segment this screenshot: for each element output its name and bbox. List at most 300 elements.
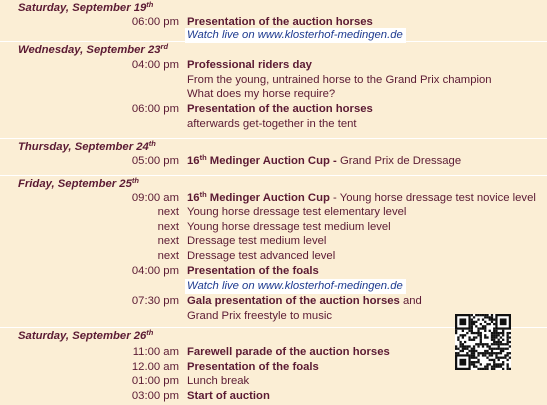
qr-module bbox=[459, 345, 461, 347]
qr-module bbox=[459, 343, 461, 345]
schedule-row bbox=[0, 235, 547, 250]
qr-module bbox=[480, 339, 482, 341]
qr-module bbox=[462, 345, 464, 347]
qr-module bbox=[457, 336, 459, 338]
qr-finder-center bbox=[459, 318, 466, 325]
qr-module bbox=[471, 318, 473, 320]
qr-module bbox=[462, 336, 464, 338]
qr-module bbox=[473, 321, 475, 323]
day-heading bbox=[18, 2, 153, 14]
qr-module bbox=[468, 330, 470, 332]
qr-module bbox=[486, 366, 488, 368]
qr-module bbox=[489, 318, 491, 320]
qr-module bbox=[471, 357, 473, 359]
event-time: next bbox=[157, 206, 179, 218]
qr-module bbox=[509, 345, 511, 347]
event-title: Presentation of the foals bbox=[187, 361, 319, 373]
qr-module bbox=[484, 343, 486, 345]
qr-module bbox=[507, 339, 509, 341]
qr-module bbox=[495, 330, 497, 332]
qr-module bbox=[493, 348, 495, 350]
qr-module bbox=[482, 318, 484, 320]
qr-module bbox=[471, 314, 473, 316]
qr-module bbox=[480, 327, 482, 329]
qr-module bbox=[473, 361, 475, 363]
qr-module bbox=[471, 330, 473, 332]
qr-module bbox=[473, 352, 475, 354]
qr-module bbox=[489, 316, 491, 318]
qr-module bbox=[455, 352, 457, 354]
qr-module bbox=[477, 332, 479, 334]
event-time: 06:00 pm bbox=[131, 103, 179, 115]
qr-module bbox=[493, 343, 495, 345]
qr-module bbox=[486, 363, 488, 365]
qr-module bbox=[500, 366, 502, 368]
qr-module bbox=[477, 354, 479, 356]
qr-module bbox=[500, 357, 502, 359]
qr-module bbox=[491, 321, 493, 323]
day-heading-ordinal: th bbox=[146, 328, 154, 337]
qr-module bbox=[471, 323, 473, 325]
qr-module bbox=[484, 336, 486, 338]
qr-module bbox=[475, 350, 477, 352]
qr-module bbox=[473, 354, 475, 356]
qr-module bbox=[473, 323, 475, 325]
event-detail: Young horse dressage test elementary level bbox=[187, 206, 407, 218]
qr-module bbox=[484, 321, 486, 323]
qr-module bbox=[468, 345, 470, 347]
day-heading-text: Thursday, September 24 bbox=[18, 141, 149, 153]
qr-module bbox=[491, 339, 493, 341]
qr-module bbox=[509, 332, 511, 334]
qr-module bbox=[491, 350, 493, 352]
qr-module bbox=[484, 368, 486, 370]
qr-module bbox=[480, 341, 482, 343]
qr-module bbox=[471, 363, 473, 365]
qr-module bbox=[504, 354, 506, 356]
qr-module bbox=[480, 352, 482, 354]
qr-module bbox=[480, 336, 482, 338]
day-heading bbox=[18, 178, 139, 190]
qr-module bbox=[471, 339, 473, 341]
event-detail: Young horse dressage test medium level bbox=[187, 221, 391, 233]
event-time: 01:00 pm bbox=[131, 375, 179, 387]
qr-module bbox=[493, 361, 495, 363]
day-heading-ordinal: th bbox=[131, 176, 139, 185]
qr-module bbox=[477, 327, 479, 329]
qr-module bbox=[498, 348, 500, 350]
qr-module bbox=[473, 316, 475, 318]
qr-module bbox=[480, 363, 482, 365]
event-description bbox=[187, 250, 335, 262]
qr-module bbox=[486, 316, 488, 318]
qr-module bbox=[471, 325, 473, 327]
event-description bbox=[187, 375, 249, 387]
day-heading bbox=[18, 330, 153, 342]
qr-module bbox=[484, 330, 486, 332]
qr-module bbox=[484, 334, 486, 336]
schedule-row bbox=[0, 280, 547, 295]
qr-module bbox=[502, 339, 504, 341]
qr-module bbox=[457, 348, 459, 350]
qr-module bbox=[509, 336, 511, 338]
qr-module bbox=[504, 343, 506, 345]
qr-module bbox=[502, 348, 504, 350]
qr-module bbox=[495, 332, 497, 334]
qr-module bbox=[502, 363, 504, 365]
qr-module bbox=[477, 343, 479, 345]
qr-module bbox=[491, 354, 493, 356]
event-time: 09:00 am bbox=[131, 192, 179, 204]
qr-module bbox=[473, 345, 475, 347]
schedule-row bbox=[0, 295, 547, 310]
qr-module bbox=[475, 343, 477, 345]
qr-module bbox=[504, 357, 506, 359]
event-time: 07:30 pm bbox=[131, 295, 179, 307]
qr-module bbox=[477, 314, 479, 316]
qr-module bbox=[498, 339, 500, 341]
qr-module bbox=[477, 334, 479, 336]
qr-module bbox=[477, 359, 479, 361]
qr-module bbox=[507, 368, 509, 370]
event-description bbox=[187, 295, 422, 307]
qr-module bbox=[498, 363, 500, 365]
qr-module bbox=[473, 366, 475, 368]
qr-module bbox=[509, 357, 511, 359]
qr-module bbox=[482, 368, 484, 370]
schedule-row bbox=[0, 155, 547, 170]
qr-module bbox=[486, 343, 488, 345]
qr-module bbox=[493, 318, 495, 320]
qr-module bbox=[495, 352, 497, 354]
event-detail: afterwards get-together in the tent bbox=[187, 118, 357, 130]
qr-module bbox=[473, 348, 475, 350]
qr-module bbox=[471, 354, 473, 356]
event-title: Gala presentation of the auction horses bbox=[187, 295, 400, 307]
qr-module bbox=[507, 352, 509, 354]
qr-module bbox=[491, 366, 493, 368]
event-description bbox=[187, 235, 326, 247]
qr-module bbox=[477, 330, 479, 332]
qr-module bbox=[457, 352, 459, 354]
qr-module bbox=[462, 330, 464, 332]
qr-finder-center bbox=[459, 359, 466, 366]
qr-module bbox=[498, 366, 500, 368]
event-time: 11:00 am bbox=[132, 346, 179, 358]
qr-module bbox=[466, 352, 468, 354]
qr-module bbox=[502, 368, 504, 370]
qr-module bbox=[489, 348, 491, 350]
qr-module bbox=[495, 354, 497, 356]
qr-module bbox=[480, 343, 482, 345]
qr-module bbox=[500, 341, 502, 343]
qr-module bbox=[493, 352, 495, 354]
qr-module bbox=[500, 363, 502, 365]
qr-module bbox=[493, 363, 495, 365]
qr-module bbox=[468, 350, 470, 352]
event-title: Presentation of the auction horses bbox=[187, 16, 373, 28]
event-edition-ordinal: th bbox=[199, 153, 207, 162]
qr-module bbox=[475, 357, 477, 359]
event-description bbox=[187, 206, 406, 218]
qr-module bbox=[475, 325, 477, 327]
qr-module bbox=[466, 348, 468, 350]
event-title: Presentation of the foals bbox=[187, 265, 319, 277]
event-description bbox=[187, 346, 390, 358]
qr-module bbox=[484, 316, 486, 318]
event-time: 05:00 pm bbox=[131, 155, 179, 167]
qr-module bbox=[491, 348, 493, 350]
qr-module bbox=[498, 345, 500, 347]
schedule-row bbox=[0, 192, 547, 207]
qr-module bbox=[462, 343, 464, 345]
qr-module bbox=[507, 332, 509, 334]
qr-module bbox=[473, 339, 475, 341]
qr-module bbox=[500, 332, 502, 334]
qr-module bbox=[493, 336, 495, 338]
event-detail: Grand Prix de Dressage bbox=[339, 155, 462, 167]
event-description bbox=[187, 265, 319, 277]
qr-module bbox=[491, 334, 493, 336]
qr-code-graphic bbox=[455, 314, 511, 370]
schedule-row bbox=[0, 250, 547, 265]
section-divider bbox=[0, 138, 547, 139]
qr-module bbox=[491, 336, 493, 338]
qr-module bbox=[482, 325, 484, 327]
qr-module bbox=[480, 314, 482, 316]
qr-module bbox=[462, 334, 464, 336]
qr-module bbox=[495, 357, 497, 359]
qr-module bbox=[475, 314, 477, 316]
qr-module bbox=[509, 368, 511, 370]
qr-module bbox=[502, 330, 504, 332]
qr-module bbox=[495, 348, 497, 350]
qr-module bbox=[462, 350, 464, 352]
qr-module bbox=[482, 345, 484, 347]
schedule-row bbox=[0, 375, 547, 390]
day-heading-ordinal: th bbox=[146, 0, 154, 9]
qr-module bbox=[480, 323, 482, 325]
qr-module bbox=[473, 350, 475, 352]
qr-module bbox=[500, 352, 502, 354]
qr-module bbox=[475, 332, 477, 334]
event-title: Presentation of the auction horses bbox=[187, 103, 373, 115]
day-heading-text: Wednesday, September 23 bbox=[18, 44, 161, 56]
qr-module bbox=[471, 361, 473, 363]
qr-module bbox=[482, 314, 484, 316]
qr-module bbox=[495, 363, 497, 365]
qr-module bbox=[507, 348, 509, 350]
qr-module bbox=[459, 341, 461, 343]
event-description bbox=[187, 118, 357, 130]
qr-module bbox=[507, 366, 509, 368]
qr-module bbox=[486, 314, 488, 316]
qr-module bbox=[491, 368, 493, 370]
qr-module bbox=[489, 345, 491, 347]
event-description bbox=[187, 192, 536, 204]
qr-module bbox=[493, 327, 495, 329]
event-edition-number: 16 bbox=[187, 155, 200, 167]
event-detail: Dressage test medium level bbox=[187, 235, 327, 247]
event-detail: and bbox=[399, 295, 422, 307]
day-heading-ordinal: rd bbox=[160, 42, 169, 51]
qr-module bbox=[495, 336, 497, 338]
qr-module bbox=[486, 368, 488, 370]
qr-module bbox=[500, 336, 502, 338]
qr-module bbox=[498, 343, 500, 345]
qr-module bbox=[462, 348, 464, 350]
qr-code-icon[interactable] bbox=[455, 314, 511, 370]
event-description bbox=[187, 390, 270, 402]
qr-module bbox=[502, 334, 504, 336]
day-heading bbox=[18, 141, 156, 153]
event-description bbox=[187, 221, 391, 233]
qr-module bbox=[500, 343, 502, 345]
event-detail: What does my horse require? bbox=[187, 88, 336, 100]
qr-module bbox=[489, 330, 491, 332]
qr-module bbox=[507, 341, 509, 343]
event-description bbox=[187, 310, 332, 322]
qr-module bbox=[493, 330, 495, 332]
qr-module bbox=[482, 327, 484, 329]
qr-module bbox=[502, 361, 504, 363]
event-time: 04:00 pm bbox=[131, 59, 179, 71]
event-detail: From the young, untrained horse to the Grand Prix champion bbox=[187, 74, 492, 86]
qr-module bbox=[486, 336, 488, 338]
qr-module bbox=[477, 345, 479, 347]
qr-module bbox=[484, 354, 486, 356]
watch-live-link[interactable]: Watch live on www.klosterhof-medingen.de bbox=[185, 28, 406, 43]
qr-module bbox=[489, 352, 491, 354]
schedule-row bbox=[0, 221, 547, 236]
qr-module bbox=[473, 357, 475, 359]
schedule-row bbox=[0, 88, 547, 103]
schedule-row bbox=[0, 59, 547, 74]
day-heading-ordinal: th bbox=[148, 139, 156, 148]
event-title: Start of auction bbox=[187, 390, 270, 402]
event-description bbox=[187, 88, 335, 100]
qr-module bbox=[495, 341, 497, 343]
qr-module bbox=[493, 341, 495, 343]
qr-module bbox=[495, 334, 497, 336]
qr-module bbox=[504, 348, 506, 350]
qr-module bbox=[471, 332, 473, 334]
qr-module bbox=[491, 359, 493, 361]
qr-module bbox=[459, 334, 461, 336]
event-description bbox=[187, 155, 461, 167]
qr-module bbox=[464, 348, 466, 350]
event-time: 06:00 pm bbox=[131, 16, 179, 28]
event-title: Medinger Auction Cup - bbox=[206, 155, 340, 167]
event-detail: Dressage test advanced level bbox=[187, 250, 336, 262]
event-title: Farewell parade of the auction horses bbox=[187, 346, 390, 358]
qr-module bbox=[484, 352, 486, 354]
qr-module bbox=[489, 363, 491, 365]
qr-module bbox=[509, 341, 511, 343]
event-time: 04:00 pm bbox=[131, 265, 179, 277]
qr-module bbox=[502, 332, 504, 334]
qr-module bbox=[457, 339, 459, 341]
qr-module bbox=[473, 336, 475, 338]
qr-module bbox=[489, 359, 491, 361]
qr-module bbox=[486, 352, 488, 354]
event-time: next bbox=[157, 221, 179, 233]
qr-module bbox=[507, 354, 509, 356]
qr-module bbox=[484, 314, 486, 316]
qr-module bbox=[493, 339, 495, 341]
qr-module bbox=[477, 368, 479, 370]
qr-module bbox=[502, 343, 504, 345]
schedule-row bbox=[0, 118, 547, 133]
qr-module bbox=[455, 332, 457, 334]
section-divider bbox=[0, 41, 547, 42]
event-description bbox=[187, 74, 492, 86]
qr-module bbox=[498, 334, 500, 336]
qr-module bbox=[507, 334, 509, 336]
qr-module bbox=[466, 345, 468, 347]
qr-module bbox=[468, 336, 470, 338]
schedule-row bbox=[0, 390, 547, 405]
qr-module bbox=[477, 318, 479, 320]
qr-module bbox=[509, 352, 511, 354]
qr-module bbox=[464, 334, 466, 336]
qr-module bbox=[475, 336, 477, 338]
day-heading-text: Saturday, September 26 bbox=[18, 330, 147, 342]
qr-module bbox=[455, 330, 457, 332]
qr-module bbox=[502, 357, 504, 359]
qr-module bbox=[498, 357, 500, 359]
qr-module bbox=[500, 350, 502, 352]
qr-module bbox=[498, 332, 500, 334]
qr-module bbox=[491, 314, 493, 316]
section-divider bbox=[0, 175, 547, 176]
day-heading-text: Friday, September 25 bbox=[18, 178, 132, 190]
event-time: 03:00 pm bbox=[131, 390, 179, 402]
qr-module bbox=[475, 361, 477, 363]
qr-module bbox=[507, 343, 509, 345]
qr-module bbox=[489, 354, 491, 356]
qr-module bbox=[491, 352, 493, 354]
event-edition-ordinal: th bbox=[199, 190, 207, 199]
qr-module bbox=[473, 363, 475, 365]
qr-module bbox=[507, 359, 509, 361]
qr-module bbox=[484, 327, 486, 329]
qr-module bbox=[493, 332, 495, 334]
qr-module bbox=[477, 361, 479, 363]
qr-module bbox=[459, 350, 461, 352]
qr-module bbox=[495, 343, 497, 345]
qr-module bbox=[491, 318, 493, 320]
qr-module bbox=[502, 350, 504, 352]
watch-live-link[interactable]: Watch live on www.klosterhof-medingen.de bbox=[185, 279, 406, 294]
day-heading-text: Saturday, September 19 bbox=[18, 2, 147, 14]
qr-module bbox=[484, 366, 486, 368]
qr-module bbox=[484, 350, 486, 352]
schedule-row bbox=[0, 103, 547, 118]
qr-module bbox=[491, 332, 493, 334]
qr-module bbox=[471, 348, 473, 350]
qr-module bbox=[480, 332, 482, 334]
qr-module bbox=[493, 323, 495, 325]
qr-module bbox=[498, 352, 500, 354]
qr-module bbox=[480, 334, 482, 336]
qr-module bbox=[477, 352, 479, 354]
schedule-row bbox=[0, 265, 547, 280]
qr-module bbox=[471, 350, 473, 352]
qr-module bbox=[491, 316, 493, 318]
qr-module bbox=[493, 366, 495, 368]
qr-module bbox=[507, 363, 509, 365]
